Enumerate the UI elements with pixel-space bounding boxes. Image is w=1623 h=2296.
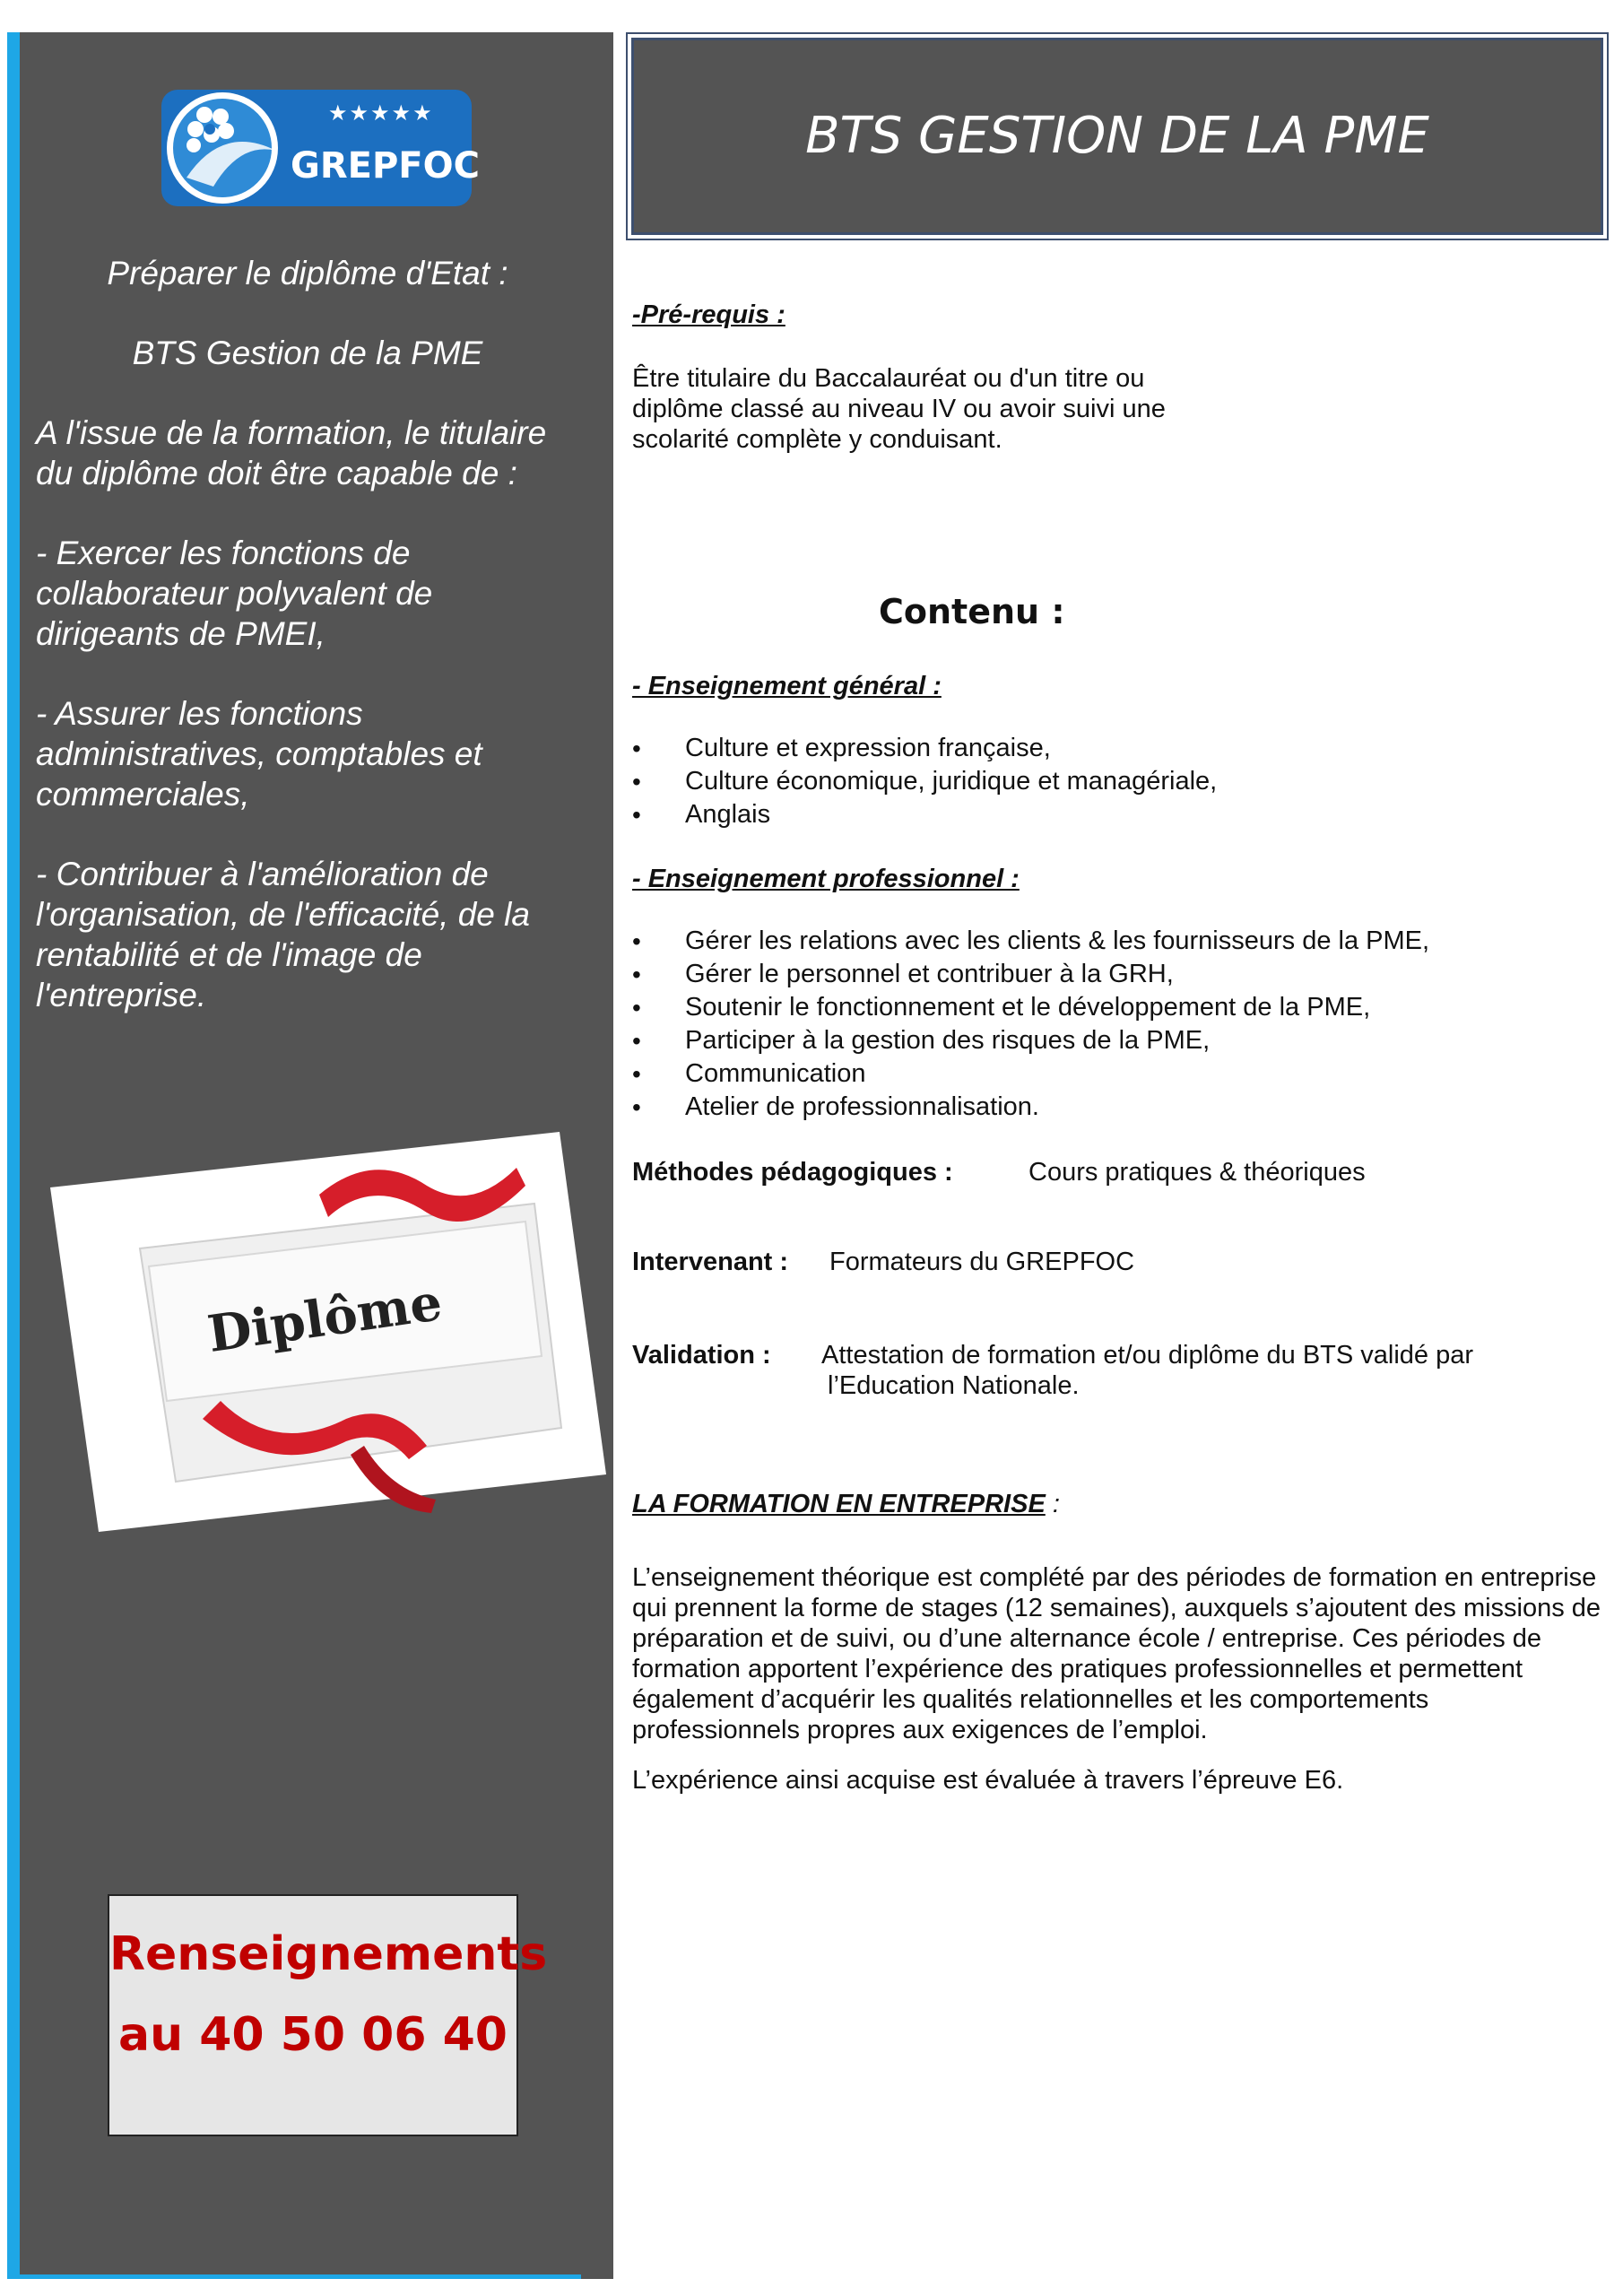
diploma-image	[50, 1132, 606, 1532]
list-item: • Communication	[632, 1057, 1429, 1091]
validation-label: Validation :	[632, 1341, 771, 1370]
list-item: • Gérer les relations avec les clients & les fournisseurs de la PME,	[632, 925, 1429, 958]
pro-heading	[632, 864, 1020, 894]
contact-phone: au 40 50 06 40	[118, 2008, 508, 2062]
list-item: • Soutenir le fonctionnement et le développement de la PME,	[632, 991, 1429, 1024]
contact-box	[108, 1894, 548, 2136]
methodes-row	[632, 1157, 1366, 1187]
header-banner	[631, 38, 1603, 235]
logo-stars: ★★★★★	[328, 100, 434, 126]
list-item: • Culture économique, juridique et managériale,	[632, 765, 1217, 798]
formation-heading-text: LA FORMATION EN ENTREPRISE	[632, 1490, 1046, 1518]
contact-line-1: Renseignements	[109, 1927, 548, 1981]
prereq-heading-text: -Pré-requis :	[632, 300, 785, 329]
contenu-title: Contenu :	[879, 592, 1065, 631]
formation-heading	[632, 1489, 1060, 1519]
general-heading-text: - Enseignement général :	[632, 672, 942, 700]
general-list	[632, 732, 1217, 831]
validation-value-line1: Attestation de formation et/ou diplôme du BTS validé par	[821, 1341, 1474, 1370]
list-item: • Culture et expression française,	[632, 732, 1217, 765]
methodes-label: Méthodes pédagogiques :	[632, 1158, 953, 1187]
validation-value-line2: l’Education Nationale.	[828, 1371, 1080, 1400]
formation-heading-colon: :	[1045, 1490, 1060, 1518]
sidebar-intro-paragraph: A l'issue de la formation, le titulaire du diplôme doit être capable de :	[36, 414, 547, 491]
list-item: • Anglais	[632, 798, 1217, 831]
sidebar-accent-line	[7, 2274, 581, 2279]
list-item: • Participer à la gestion des risques de la PME,	[632, 1024, 1429, 1057]
office-photo	[1218, 296, 1603, 619]
prereq-text: Être titulaire du Baccalauréat ou d'un titre ou diplôme classé au niveau IV ou avoir suivi une scolarité complète y conduisant.	[632, 364, 1166, 454]
grepfoc-logo	[160, 88, 480, 208]
pro-heading-text: - Enseignement professionnel :	[632, 865, 1020, 893]
sidebar-point-2: - Assurer les fonctions administratives, comptables et commerciales,	[36, 695, 482, 813]
pro-list	[632, 925, 1429, 1124]
page-title: BTS GESTION DE LA PME	[805, 107, 1429, 165]
prereq-heading	[632, 300, 785, 330]
intervenant-row	[632, 1247, 1135, 1277]
validation-row	[632, 1340, 1474, 1400]
diploma-word: Diplôme	[204, 1273, 446, 1364]
list-item: • Gérer le personnel et contribuer à la GRH,	[632, 958, 1429, 991]
sidebar-intro-line1: Préparer le diplôme d'Etat :	[107, 255, 508, 291]
formation-paragraph-1: L’enseignement théorique est complété par des périodes de formation en entreprise qui prennent la forme de stages (12 semaines), auxquels s’ajoutent des missions de préparation et de suivi, ou d’une alternance école / entreprise. Ces périodes de formation apportent l’expérience des pratiques professionnelles et permettent également d’acquérir les qualités relationnelles et les comportements professionnels propres aux exigences de l’emploi.	[632, 1563, 1601, 1744]
list-item: • Atelier de professionnalisation.	[632, 1091, 1429, 1124]
formation-paragraph-2: L’expérience ainsi acquise est évaluée à travers l’épreuve E6.	[632, 1766, 1344, 1795]
methodes-value: Cours pratiques & théoriques	[1028, 1158, 1366, 1187]
sidebar-point-3: - Contribuer à l'amélioration de l'organisation, de l'efficacité, de la rentabilité et de l'image de l'entreprise.	[36, 856, 530, 1013]
intervenant-label: Intervenant :	[632, 1248, 789, 1276]
sidebar-point-1: - Exercer les fonctions de collaborateur polyvalent de dirigeants de PMEI,	[36, 535, 433, 652]
sidebar-intro-line2: BTS Gestion de la PME	[132, 335, 483, 371]
intervenant-value: Formateurs du GREPFOC	[829, 1248, 1135, 1276]
logo-text: GREPFOC	[291, 145, 480, 187]
general-heading	[632, 671, 942, 701]
